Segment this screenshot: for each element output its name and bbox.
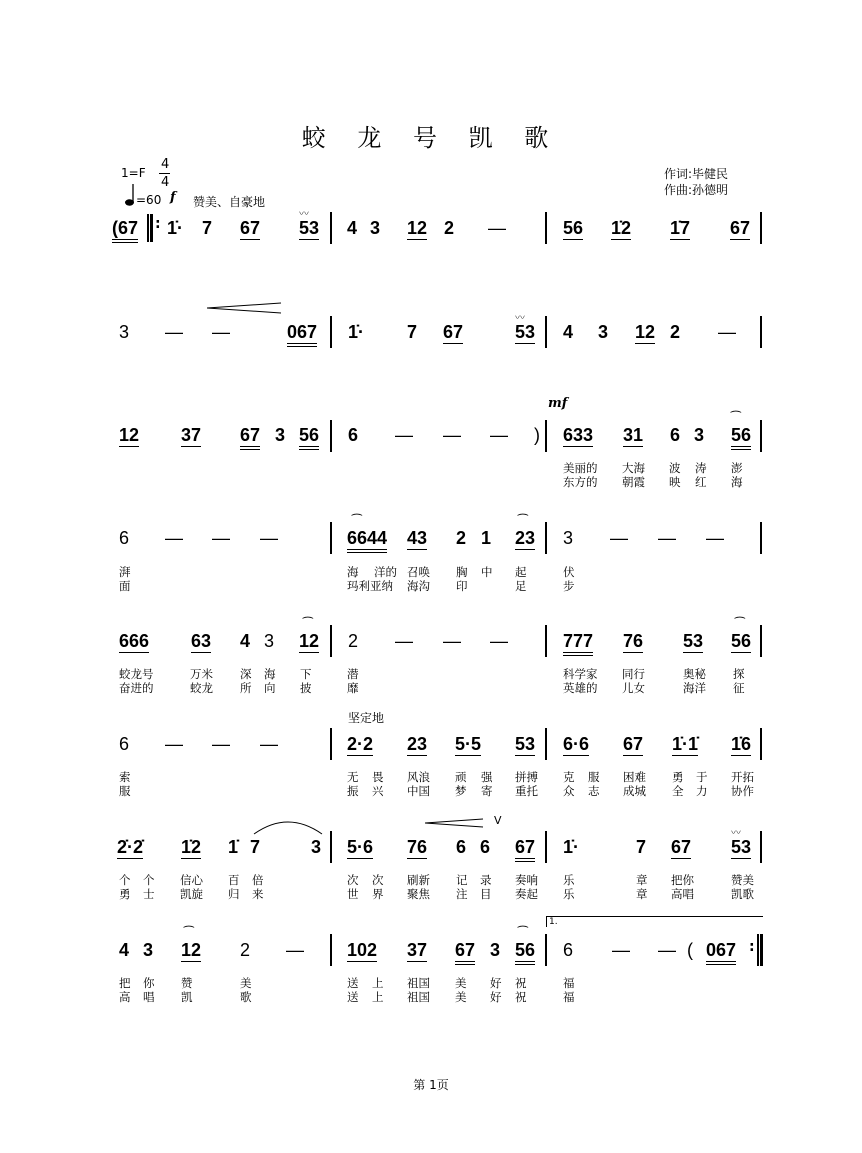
note: 56 [563, 218, 584, 238]
lyric: 奏响 [515, 873, 538, 887]
note: 3 [694, 425, 705, 445]
note: 1̇·1̇ [672, 734, 699, 754]
lyric: 聚焦 [407, 887, 430, 901]
lyric: 涛 [695, 461, 707, 475]
barline [545, 934, 547, 966]
song-title: 蛟 龙 号 凯 歌 [301, 124, 561, 152]
note: 4 [240, 631, 251, 651]
lyric: 百 [228, 873, 240, 887]
note: 2 [456, 528, 467, 548]
lyric: 足 [515, 579, 527, 593]
lyric: 高唱 [671, 887, 694, 901]
barline [760, 420, 762, 452]
lyric: 祝 [515, 990, 527, 1004]
note: 6644 [347, 528, 387, 553]
note: 67 [515, 837, 535, 862]
lyric: 万米 [190, 667, 213, 681]
note: 4 [563, 322, 574, 342]
lyric: 潜 [347, 667, 359, 681]
note: 102 [347, 940, 378, 960]
dash: — [260, 734, 278, 754]
lyric: 福 [563, 990, 575, 1004]
dash: — [658, 528, 676, 548]
note: 6 [348, 425, 359, 445]
lyric: 服 [119, 784, 131, 798]
lyric: 寄 [481, 784, 493, 798]
repeat-bar [147, 214, 149, 242]
lyric: 中 [481, 565, 493, 579]
lyric: 征 [733, 681, 745, 695]
dash: — [490, 425, 508, 445]
lyric: 儿女 [622, 681, 645, 695]
note: 2̇·2̇ [117, 837, 144, 857]
note: 56 [731, 631, 752, 651]
lyric: 把你 [671, 873, 694, 887]
lyric: 好 [490, 990, 502, 1004]
note: 3 [370, 218, 381, 238]
note: 2 [348, 631, 359, 651]
repeat-dots: : [155, 216, 161, 232]
note: 31 [623, 425, 644, 445]
slur: ⁀ [518, 514, 528, 528]
dash: — [212, 734, 230, 754]
lyric: 赞 [181, 976, 193, 990]
lyric: 科学家 [563, 667, 598, 681]
note: 6 [563, 940, 574, 960]
lyric: 无 [347, 770, 359, 784]
note: 3 [598, 322, 609, 342]
lyric: 美 [240, 976, 252, 990]
barline [545, 625, 547, 657]
slur: ⁀ [303, 617, 313, 631]
lyric: 困难 [623, 770, 646, 784]
lyric: 起 [515, 565, 527, 579]
note: 2 [444, 218, 455, 238]
note: 56 [299, 425, 319, 450]
dash: — [395, 425, 413, 445]
lyric: 同行 [622, 667, 645, 681]
lyric: 开拓 [731, 770, 754, 784]
lyric: 界 [372, 887, 384, 901]
dash: — [612, 940, 630, 960]
lyric: 索 [119, 770, 131, 784]
lyric: 于 [696, 770, 708, 784]
lyric: 拼搏 [515, 770, 538, 784]
note: 67 [671, 837, 692, 857]
dash: — [490, 631, 508, 651]
lyric: 振 [347, 784, 359, 798]
note: 6 [119, 528, 130, 548]
note: 2 [240, 940, 251, 960]
barline [760, 831, 762, 863]
lyric: 章 [636, 887, 648, 901]
lyric: 美 [455, 976, 467, 990]
note: 76 [407, 837, 428, 857]
lyric: 祖国 [407, 990, 430, 1004]
lyric: 目 [480, 887, 492, 901]
note: 3 [311, 837, 322, 857]
note: 12 [635, 322, 656, 342]
dash: — [165, 322, 183, 342]
lyric: 大海 [622, 461, 645, 475]
note: 5·5 [455, 734, 482, 754]
time-signature-bottom: 4 [161, 175, 170, 190]
barline [760, 522, 762, 554]
dash: — [443, 631, 461, 651]
lyric: 凯 [181, 990, 193, 1004]
lyric: 唱 [143, 990, 155, 1004]
dash: — [260, 528, 278, 548]
lyric: 录 [480, 873, 492, 887]
barline [330, 522, 332, 554]
lyric: 向 [264, 681, 276, 695]
lyric: 中国 [407, 784, 430, 798]
lyric: 兴 [372, 784, 384, 798]
note: 7 [407, 322, 418, 342]
lyric: 送 [347, 990, 359, 1004]
lyric: 伏 [563, 565, 575, 579]
dash: — [488, 218, 506, 238]
lyric: 奥秘 [683, 667, 706, 681]
note: 067 [287, 322, 317, 347]
note: 1̇· [167, 218, 184, 238]
note: (67 [112, 218, 138, 243]
lyric: 上 [372, 976, 384, 990]
lyric: 深 [240, 667, 252, 681]
lyric: 海沟 [407, 579, 430, 593]
lyric: 蛟龙 [190, 681, 213, 695]
note: 37 [407, 940, 428, 960]
slur: ⁀ [735, 617, 745, 631]
note: 1̇2 [611, 218, 632, 238]
lyric: 海 [731, 475, 743, 489]
repeat-bar [760, 934, 763, 966]
barline [330, 934, 332, 966]
note: 1̇2 [181, 837, 202, 857]
slur: ⁀ [731, 411, 741, 425]
note: 2 [670, 322, 681, 342]
lyric: 奏起 [515, 887, 538, 901]
lyric: 海洋 [683, 681, 706, 695]
note: 53 [683, 631, 704, 651]
note: 67 [730, 218, 751, 238]
lyric: 披 [300, 681, 312, 695]
crescendo-hairpin [207, 299, 283, 318]
lyric: 把 [119, 976, 131, 990]
note: 1̇ [228, 837, 239, 857]
note: 56 [731, 425, 751, 450]
lyric: 勇 [119, 887, 131, 901]
lyric: 协作 [731, 784, 754, 798]
barline [545, 831, 547, 863]
turn-ornament: 〰 [299, 209, 309, 220]
slur: ⁀ [184, 926, 194, 940]
lyric: 刷新 [407, 873, 430, 887]
barline [545, 728, 547, 760]
dash: — [165, 528, 183, 548]
lyric: 美 [455, 990, 467, 1004]
lyric: 克 [563, 770, 575, 784]
lyric: 全 [672, 784, 684, 798]
slur: ⁀ [518, 926, 528, 940]
dash: — [286, 940, 304, 960]
turn-ornament: 〰 [731, 828, 741, 839]
composer-credit: 作曲:孙德明 [664, 183, 729, 197]
note: 1 [481, 528, 492, 548]
note: 12 [119, 425, 140, 445]
lyric: 志 [588, 784, 600, 798]
lyric: 印 [456, 579, 468, 593]
note: 67 [623, 734, 644, 754]
dash: — [443, 425, 461, 445]
breath-mark: V [494, 814, 502, 827]
lyric: 东方的 [563, 475, 598, 489]
barline [760, 316, 762, 348]
barline [330, 728, 332, 760]
dynamic-mezzoforte: mf [548, 396, 568, 411]
dash: — [718, 322, 736, 342]
dash: — [610, 528, 628, 548]
barline [760, 625, 762, 657]
barline [545, 316, 547, 348]
lyric: 注 [456, 887, 468, 901]
note: 4 [119, 940, 130, 960]
lyric: 胸 [456, 565, 468, 579]
lyric: 洋的 [374, 565, 397, 579]
lyric: 福 [563, 976, 575, 990]
lyricist-credit: 作词:毕健民 [664, 167, 729, 181]
lyric: 凯旋 [180, 887, 203, 901]
lyric: 蛟龙号 [119, 667, 154, 681]
lyric: 波 [669, 461, 681, 475]
note: 3 [119, 322, 130, 342]
note: 67 [455, 940, 475, 965]
note: 67 [443, 322, 464, 342]
lyric: 重托 [515, 784, 538, 798]
lyric: 次 [372, 873, 384, 887]
lyric: 世 [347, 887, 359, 901]
note: 1̇7 [670, 218, 691, 238]
note: 4 [347, 218, 358, 238]
note: 666 [119, 631, 150, 651]
note: 23 [407, 734, 428, 754]
lyric: 所 [240, 681, 252, 695]
dynamic-forte: f [170, 190, 176, 205]
lyric: 众 [563, 784, 575, 798]
lyric: 力 [696, 784, 708, 798]
lyric: 畏 [372, 770, 384, 784]
lyric: 乐 [563, 873, 575, 887]
lyric: 士 [143, 887, 155, 901]
lyric: 章 [636, 873, 648, 887]
barline [330, 625, 332, 657]
lyric: 海 [264, 667, 276, 681]
time-signature-top: 4 [161, 157, 170, 172]
note: 67 [240, 425, 260, 450]
expression-mark: 坚定地 [348, 711, 385, 725]
note: 53 [299, 218, 320, 238]
volta-bracket [546, 916, 763, 927]
lyric: 服 [588, 770, 600, 784]
lyric: 送 [347, 976, 359, 990]
lyric: 上 [372, 990, 384, 1004]
note: 3 [264, 631, 275, 651]
lyric: 好 [490, 976, 502, 990]
barline [760, 728, 762, 760]
barline [545, 522, 547, 554]
lyric: 海 [347, 565, 359, 579]
page-number: 第 1页 [413, 1078, 449, 1092]
note: 5·6 [347, 837, 374, 857]
note: 1̇· [563, 837, 580, 857]
lyric: 奋进的 [119, 681, 154, 695]
dash: — [395, 631, 413, 651]
note: 6 [456, 837, 467, 857]
note: 12 [299, 631, 320, 651]
note: 6·6 [563, 734, 590, 754]
dash: — [165, 734, 183, 754]
barline [760, 212, 762, 244]
barline [545, 420, 547, 452]
barline [545, 212, 547, 244]
lyric: 歌 [240, 990, 252, 1004]
quarter-note-icon [124, 183, 136, 207]
paren-open: ( [687, 940, 693, 960]
lyric: 高 [119, 990, 131, 1004]
lyric: 个 [143, 873, 155, 887]
lyric: 美丽的 [563, 461, 598, 475]
note: 12 [181, 940, 202, 960]
lyric: 梦 [455, 784, 467, 798]
expression-mark: 赞美、自豪地 [193, 195, 266, 209]
lyric: 来 [252, 887, 264, 901]
lyric: 英雄的 [563, 681, 598, 695]
lyric: 次 [347, 873, 359, 887]
lyric: 靡 [347, 681, 359, 695]
paren-close: ) [534, 425, 540, 445]
note: 2·2 [347, 734, 374, 754]
note: 56 [515, 940, 535, 965]
lyric: 信心 [180, 873, 203, 887]
lyric: 召唤 [407, 565, 430, 579]
barline [330, 212, 332, 244]
tempo-mark: =60 [136, 193, 162, 207]
lyric: 映 [669, 475, 681, 489]
barline [330, 420, 332, 452]
slur: ⁀ [352, 514, 362, 528]
note: 6 [119, 734, 130, 754]
note: 7 [202, 218, 213, 238]
note: 3 [490, 940, 501, 960]
time-signature-line [159, 173, 170, 174]
lyric: 个 [119, 873, 131, 887]
note: 43 [407, 528, 428, 548]
lyric: 倍 [252, 873, 264, 887]
barline [330, 831, 332, 863]
repeat-bar [150, 214, 153, 242]
lyric: 祖国 [407, 976, 430, 990]
note: 7 [250, 837, 261, 857]
lyric: 记 [456, 873, 468, 887]
note: 7 [636, 837, 647, 857]
lyric: 归 [228, 887, 240, 901]
note: 53 [515, 322, 536, 342]
lyric: 风浪 [407, 770, 430, 784]
repeat-dots: : [749, 939, 755, 955]
turn-ornament: 〰 [515, 313, 525, 324]
lyric: 成城 [623, 784, 646, 798]
note: 3 [563, 528, 574, 548]
barline [330, 316, 332, 348]
lyric: 朝霞 [622, 475, 645, 489]
note: 63 [191, 631, 212, 651]
lyric: 探 [733, 667, 745, 681]
note: 777 [563, 631, 593, 656]
lyric: 湃 [119, 565, 131, 579]
dash: — [658, 940, 676, 960]
lyric: 乐 [563, 887, 575, 901]
note: 53 [731, 837, 752, 857]
note: 23 [515, 528, 536, 548]
dash: — [212, 322, 230, 342]
lyric: 你 [143, 976, 155, 990]
note: 67 [240, 218, 261, 238]
crescendo-hairpin [425, 813, 485, 832]
note: 37 [181, 425, 202, 445]
dash: — [212, 528, 230, 548]
note: 3 [143, 940, 154, 960]
repeat-bar [757, 934, 759, 966]
note: 6 [670, 425, 681, 445]
lyric: 勇 [672, 770, 684, 784]
lyric: 面 [119, 579, 131, 593]
lyric: 赞美 [731, 873, 754, 887]
note: 12 [407, 218, 428, 238]
note: 633 [563, 425, 594, 445]
note: 76 [623, 631, 644, 651]
lyric: 红 [695, 475, 707, 489]
note: 067 [706, 940, 736, 965]
dash: — [706, 528, 724, 548]
note: 3 [275, 425, 286, 445]
volta-label: 1. [549, 917, 558, 927]
key-signature: 1=F [121, 166, 146, 180]
lyric: 顽 [455, 770, 467, 784]
note: 6 [480, 837, 491, 857]
lyric: 澎 [731, 461, 743, 475]
lyric: 步 [563, 579, 575, 593]
lyric: 强 [481, 770, 493, 784]
note: 1̇6 [731, 734, 752, 754]
lyric: 祝 [515, 976, 527, 990]
lyric: 玛利亚纳 [347, 579, 393, 593]
lyric: 下 [300, 667, 312, 681]
note: 1̇· [348, 322, 365, 342]
note: 53 [515, 734, 536, 754]
lyric: 凯歌 [731, 887, 754, 901]
